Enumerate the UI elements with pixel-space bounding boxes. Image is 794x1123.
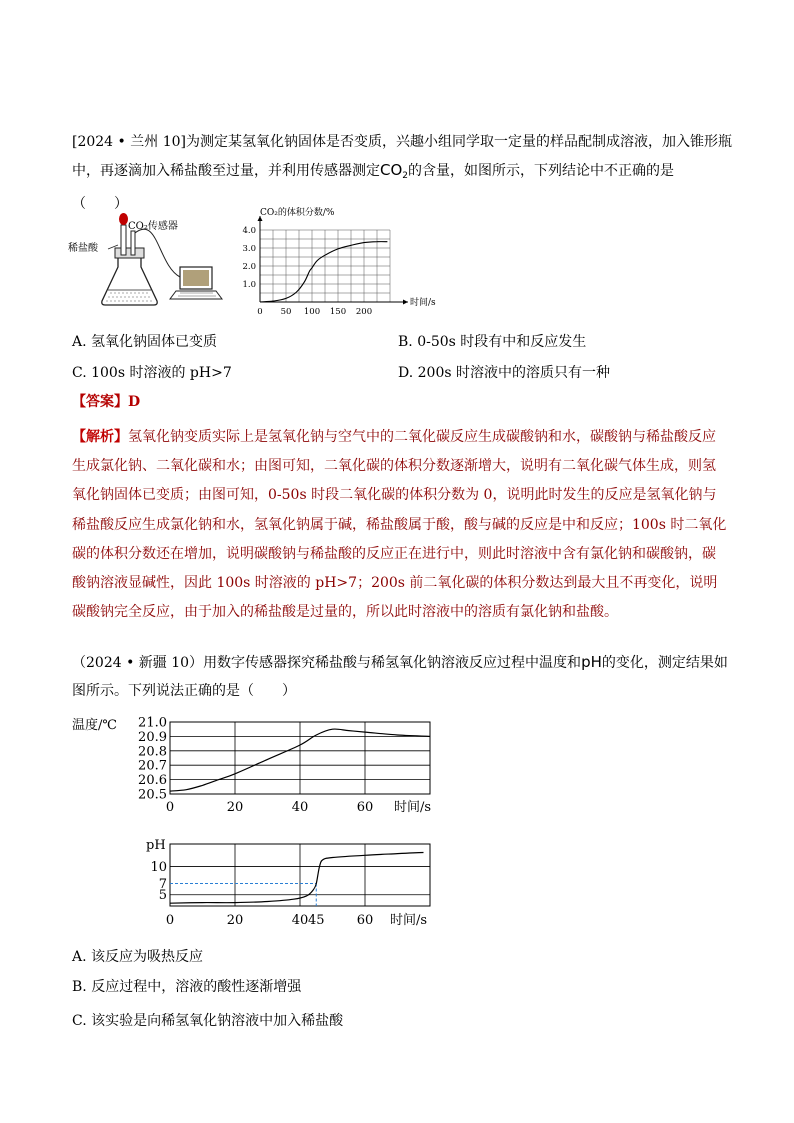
x-axis-label: 时间/s xyxy=(394,800,432,815)
y-tick-label: 21.0 xyxy=(138,715,167,731)
x-tick-label: 0 xyxy=(165,800,175,815)
x-tick-label: 40 xyxy=(291,913,309,928)
x-tick-label: 45 xyxy=(307,913,325,928)
y-tick-label: 20.8 xyxy=(138,744,167,760)
x-tick-label: 40 xyxy=(291,800,309,815)
y-tick-label: 20.9 xyxy=(138,729,167,745)
y-tick-label: 10 xyxy=(150,860,167,876)
apparatus-diagram xyxy=(68,205,238,315)
ph-series-line xyxy=(170,853,424,904)
sensor-label: CO₂传感器 xyxy=(128,221,178,232)
option-d[interactable]: D. 200s 时溶液中的溶质只有一种 xyxy=(398,365,610,381)
y-axis-label: pH xyxy=(146,838,166,853)
x-tick-label: 60 xyxy=(356,913,374,928)
x-axis-label: 时间/s xyxy=(410,298,436,308)
option-b[interactable]: B. 0-50s 时段有中和反应发生 xyxy=(398,334,587,350)
option-a[interactable]: A. 氢氧化钠固体已变质 xyxy=(72,334,218,350)
conical-flask xyxy=(102,255,157,305)
temperature-chart xyxy=(70,712,450,820)
ph-chart xyxy=(140,832,450,932)
answer-value: D xyxy=(128,394,141,410)
question-1-text: 为测定某氢氧化钠固体是否变质，兴趣小组同学取一定量的样品配制成溶液，加入锥形瓶中，再逐滴加入稀盐酸至过量，并利用传感器测定 xyxy=(72,134,732,179)
co2-formula: $CO_2$ xyxy=(380,161,409,181)
y-tick-label: 4.0 xyxy=(242,226,256,236)
y-tick-label: 5 xyxy=(158,888,167,904)
x-tick-label: 60 xyxy=(356,800,374,815)
x-tick-label: 150 xyxy=(329,307,347,317)
question-2-text: 用数字传感器探究稀盐酸与稀氢氧化钠溶液反应过程中温度和 xyxy=(203,655,582,671)
answer-blank-2: （ ） xyxy=(240,683,296,699)
co2-chart xyxy=(238,204,448,322)
analysis-label: 【解析】 xyxy=(72,429,128,445)
question-2-text-end: 的变化，测定结果如图所示。下列说法正确的是 xyxy=(72,655,728,699)
x-tick-label: 50 xyxy=(280,307,292,317)
x-tick-label: 20 xyxy=(226,800,244,815)
answer-blank: （ ） xyxy=(72,196,128,212)
analysis-text: 氢氧化钠变质实际上是氢氧化钠与空气中的二氧化碳反应生成碳酸钠和水，碳酸钠与稀盐酸反应生成氯化钠、二氧化碳和水；由图可知，二氧化碳的体积分数逐渐增大，说明有二氧化碳气体生成，则氢氧化钠固体已变质；由图可知，0-50s 时段二氧化碳的体积分数为 0，说明此时发生的反应是氢氧化钠与稀盐酸反应生成氯化钠和水，氢氧化钠属于碱，稀盐酸属于酸，酸与碱的反应是中和反应；100s 时二氧化碳的体积分数还在增加，说明碳酸钠与稀盐酸的反应正在进行中，则此时溶液中含有氯化钠和碳酸钠，碳酸钠溶液显碱性，因此 100s 时溶液的 pH>7；200s 前二氧化碳的体积分数达到最大且不再变化，说明碳酸钠完全反应，由于加入的稀盐酸是过量的，所以此时溶液中的溶质有氯化钠和盐酸。 xyxy=(72,429,727,621)
y-tick-label: 20.7 xyxy=(138,758,167,774)
y-tick-label: 1.0 xyxy=(242,280,256,290)
option-2c[interactable]: C. 该实验是向稀氢氧化钠溶液中加入稀盐酸 xyxy=(72,1013,344,1029)
dropper-bulb xyxy=(119,213,128,225)
option-2a[interactable]: A. 该反应为吸热反应 xyxy=(72,949,204,965)
rubber-stopper xyxy=(115,248,144,258)
question-2-stem xyxy=(72,648,732,705)
option-c[interactable]: C. 100s 时溶液的 pH>7 xyxy=(72,365,232,381)
question-1-text-end: 的含量，如图所示，下列结论中不正确的是 xyxy=(408,163,675,179)
y-tick-label: 3.0 xyxy=(242,244,256,254)
x-tick-label: 200 xyxy=(355,307,373,317)
x-tick-label: 0 xyxy=(165,913,175,928)
option-2b[interactable]: B. 反应过程中，溶液的酸性逐渐增强 xyxy=(72,979,302,995)
question-2-source: （2024 • 新疆 10） xyxy=(72,655,204,671)
sensor-probe xyxy=(131,231,135,255)
x-tick-label: 20 xyxy=(226,913,244,928)
y-tick-label: 7 xyxy=(158,876,167,892)
analysis-block xyxy=(72,423,727,627)
x-axis-arrow xyxy=(403,300,408,305)
x-tick-label: 100 xyxy=(303,307,321,317)
y-tick-label: 2.0 xyxy=(242,262,256,272)
dropper xyxy=(121,225,126,255)
y-tick-label: 20.6 xyxy=(138,773,167,789)
x-axis-label: 时间/s xyxy=(390,913,428,928)
y-axis-label: CO₂的体积分数/% xyxy=(260,208,335,218)
y-axis-label: 温度/℃ xyxy=(72,718,117,733)
ph-term: pH xyxy=(581,653,602,671)
y-tick-label: 20.5 xyxy=(138,787,167,803)
x-tick-label: 0 xyxy=(257,307,263,317)
answer-line xyxy=(72,392,140,412)
laptop-base xyxy=(170,291,222,299)
acid-label: 稀盐酸 xyxy=(68,243,98,254)
answer-label: 【答案】 xyxy=(72,394,128,410)
question-1-source: [2024 • 兰州 10] xyxy=(72,134,186,150)
